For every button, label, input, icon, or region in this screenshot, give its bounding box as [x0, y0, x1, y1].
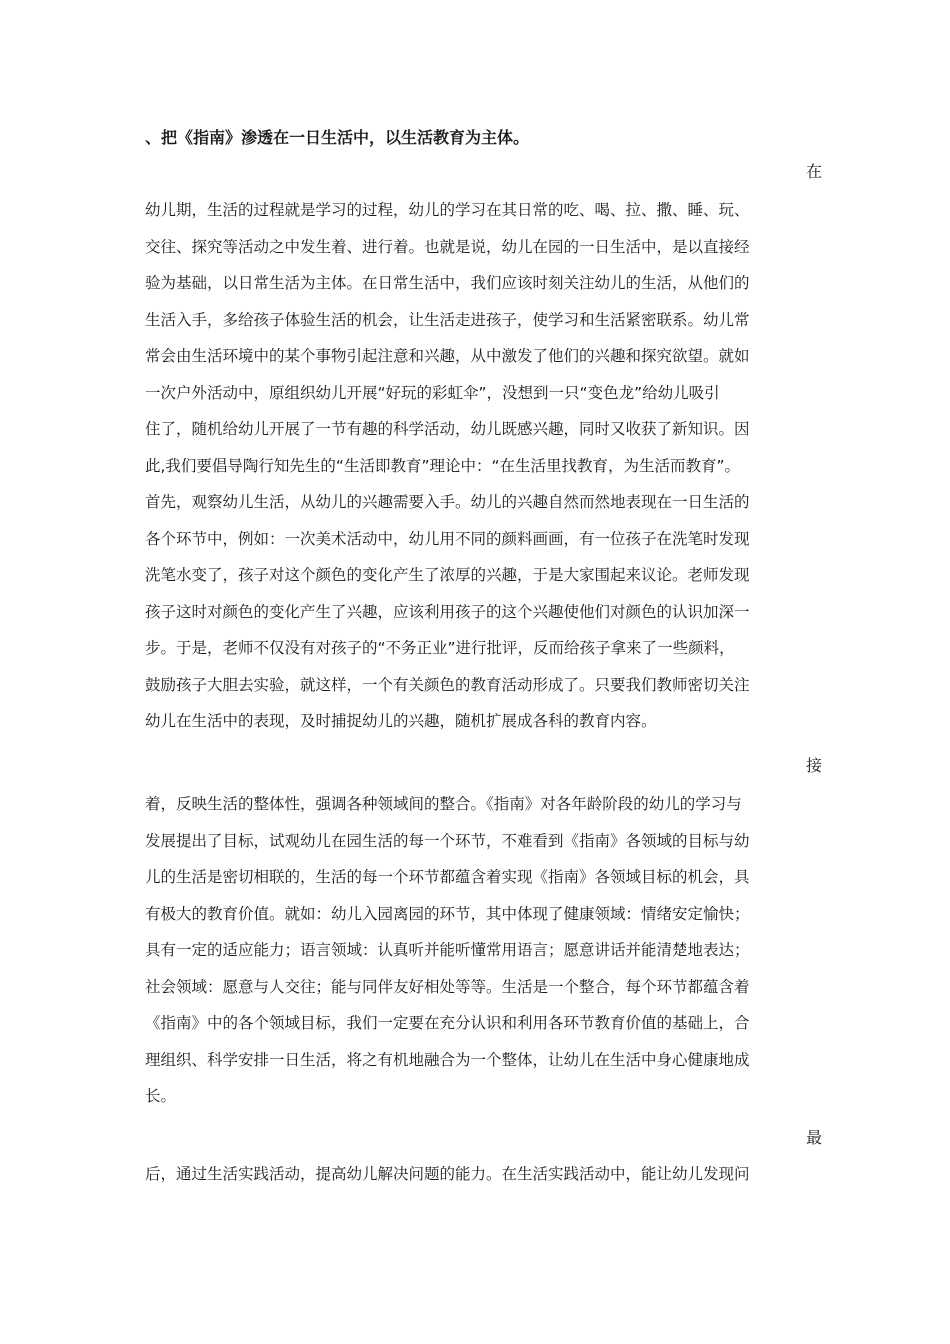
text-line: 理组织、科学安排一日生活，将之有机地融合为一个整体，让幼儿在生活中身心健康地成 — [145, 1050, 750, 1069]
text-line: 首先，观察幼儿生活，从幼儿的兴趣需要入手。幼儿的兴趣自然而然地表现在一日生活的 — [145, 493, 750, 511]
text-line: 儿的生活是密切相联的，生活的每一个环节都蕴含着实现《指南》各领域目标的机会，具 — [145, 868, 750, 886]
text-line: 生活入手，多给孩子体验生活的机会，让生活走进孩子，使学习和生活紧密联系。幼儿常 — [145, 310, 750, 329]
text-line: 一次户外活动中，原组织幼儿开展“好玩的彩虹伞”，没想到一只“变色龙”给幼儿吸引 — [145, 383, 720, 402]
text-line: 鼓励孩子大胆去实验，就这样，一个有关颜色的教育活动形成了。只要我们教师密切关注 — [145, 675, 750, 694]
text-line: 幼儿在生活中的表现，及时捕捉幼儿的兴趣，随机扩展成各科的教育内容。 — [145, 712, 657, 730]
text-line: 后，通过生活实践活动，提高幼儿解决问题的能力。在生活实践活动中，能让幼儿发现问 — [145, 1165, 750, 1183]
paragraph-1 — [145, 198, 817, 746]
text-line: 交往、探究等活动之中发生着、进行着。也就是说，幼儿在园的一日生活中，是以直接经 — [145, 237, 750, 256]
text-line: 此,我们要倡导陶行知先生的“生活即教育”理论中：“在生活里找教育，为生活而教育”。 — [145, 456, 741, 475]
text-line: 孩子这时对颜色的变化产生了兴趣，应该利用孩子的这个兴趣使他们对颜色的认识加深一 — [145, 602, 750, 621]
paragraph-lead-char: 在 — [806, 162, 823, 181]
text-line: 长。 — [145, 1087, 177, 1105]
text-line: 《指南》中的各个领域目标，我们一定要在充分认识和利用各环节教育价值的基础上，合 — [145, 1014, 750, 1032]
paragraph-2 — [145, 792, 817, 1121]
text-line: 着，反映生活的整体性，强调各种领域间的整合。《指南》对各年龄阶段的幼儿的学习与 — [145, 795, 742, 813]
text-line: 有极大的教育价值。就如：幼儿入园离园的环节，其中体现了健康领域：情绪安定愉快； — [145, 904, 750, 923]
text-line: 步。于是，老师不仅没有对孩子的“不务正业”进行批评，反而给孩子拿来了一些颜料， — [145, 639, 735, 657]
paragraph-lead-char: 接 — [806, 756, 823, 775]
text-line: 验为基础，以日常生活为主体。在日常生活中，我们应该时刻关注幼儿的生活，从他们的 — [145, 274, 750, 292]
text-line: 住了，随机给幼儿开展了一节有趣的科学活动，幼儿既感兴趣，同时又收获了新知识。因 — [145, 420, 750, 438]
text-line: 具有一定的适应能力；语言领域：认真听并能听懂常用语言；愿意讲话并能清楚地表达； — [145, 941, 750, 959]
text-line: 发展提出了目标，试观幼儿在园生活的每一个环节，不难看到《指南》各领域的目标与幼 — [145, 831, 750, 850]
text-line: 社会领域：愿意与人交往；能与同伴友好相处等等。生活是一个整合，每个环节都蕴含着 — [145, 977, 750, 996]
section-heading: 、把《指南》渗透在一日生活中，以生活教育为主体。 — [145, 128, 530, 147]
text-line: 幼儿期，生活的过程就是学习的过程，幼儿的学习在其日常的吃、喝、拉、撒、睡、玩、 — [145, 201, 750, 219]
text-line: 洗笔水变了，孩子对这个颜色的变化产生了浓厚的兴趣，于是大家围起来议论。老师发现 — [145, 566, 750, 584]
text-line: 各个环节中，例如：一次美术活动中，幼儿用不同的颜料画画，有一位孩子在洗笔时发现 — [145, 529, 750, 548]
paragraph-3 — [145, 1162, 817, 1199]
text-line: 常会由生活环境中的某个事物引起注意和兴趣，从中激发了他们的兴趣和探究欲望。就如 — [145, 347, 750, 365]
paragraph-lead-char: 最 — [806, 1128, 823, 1147]
